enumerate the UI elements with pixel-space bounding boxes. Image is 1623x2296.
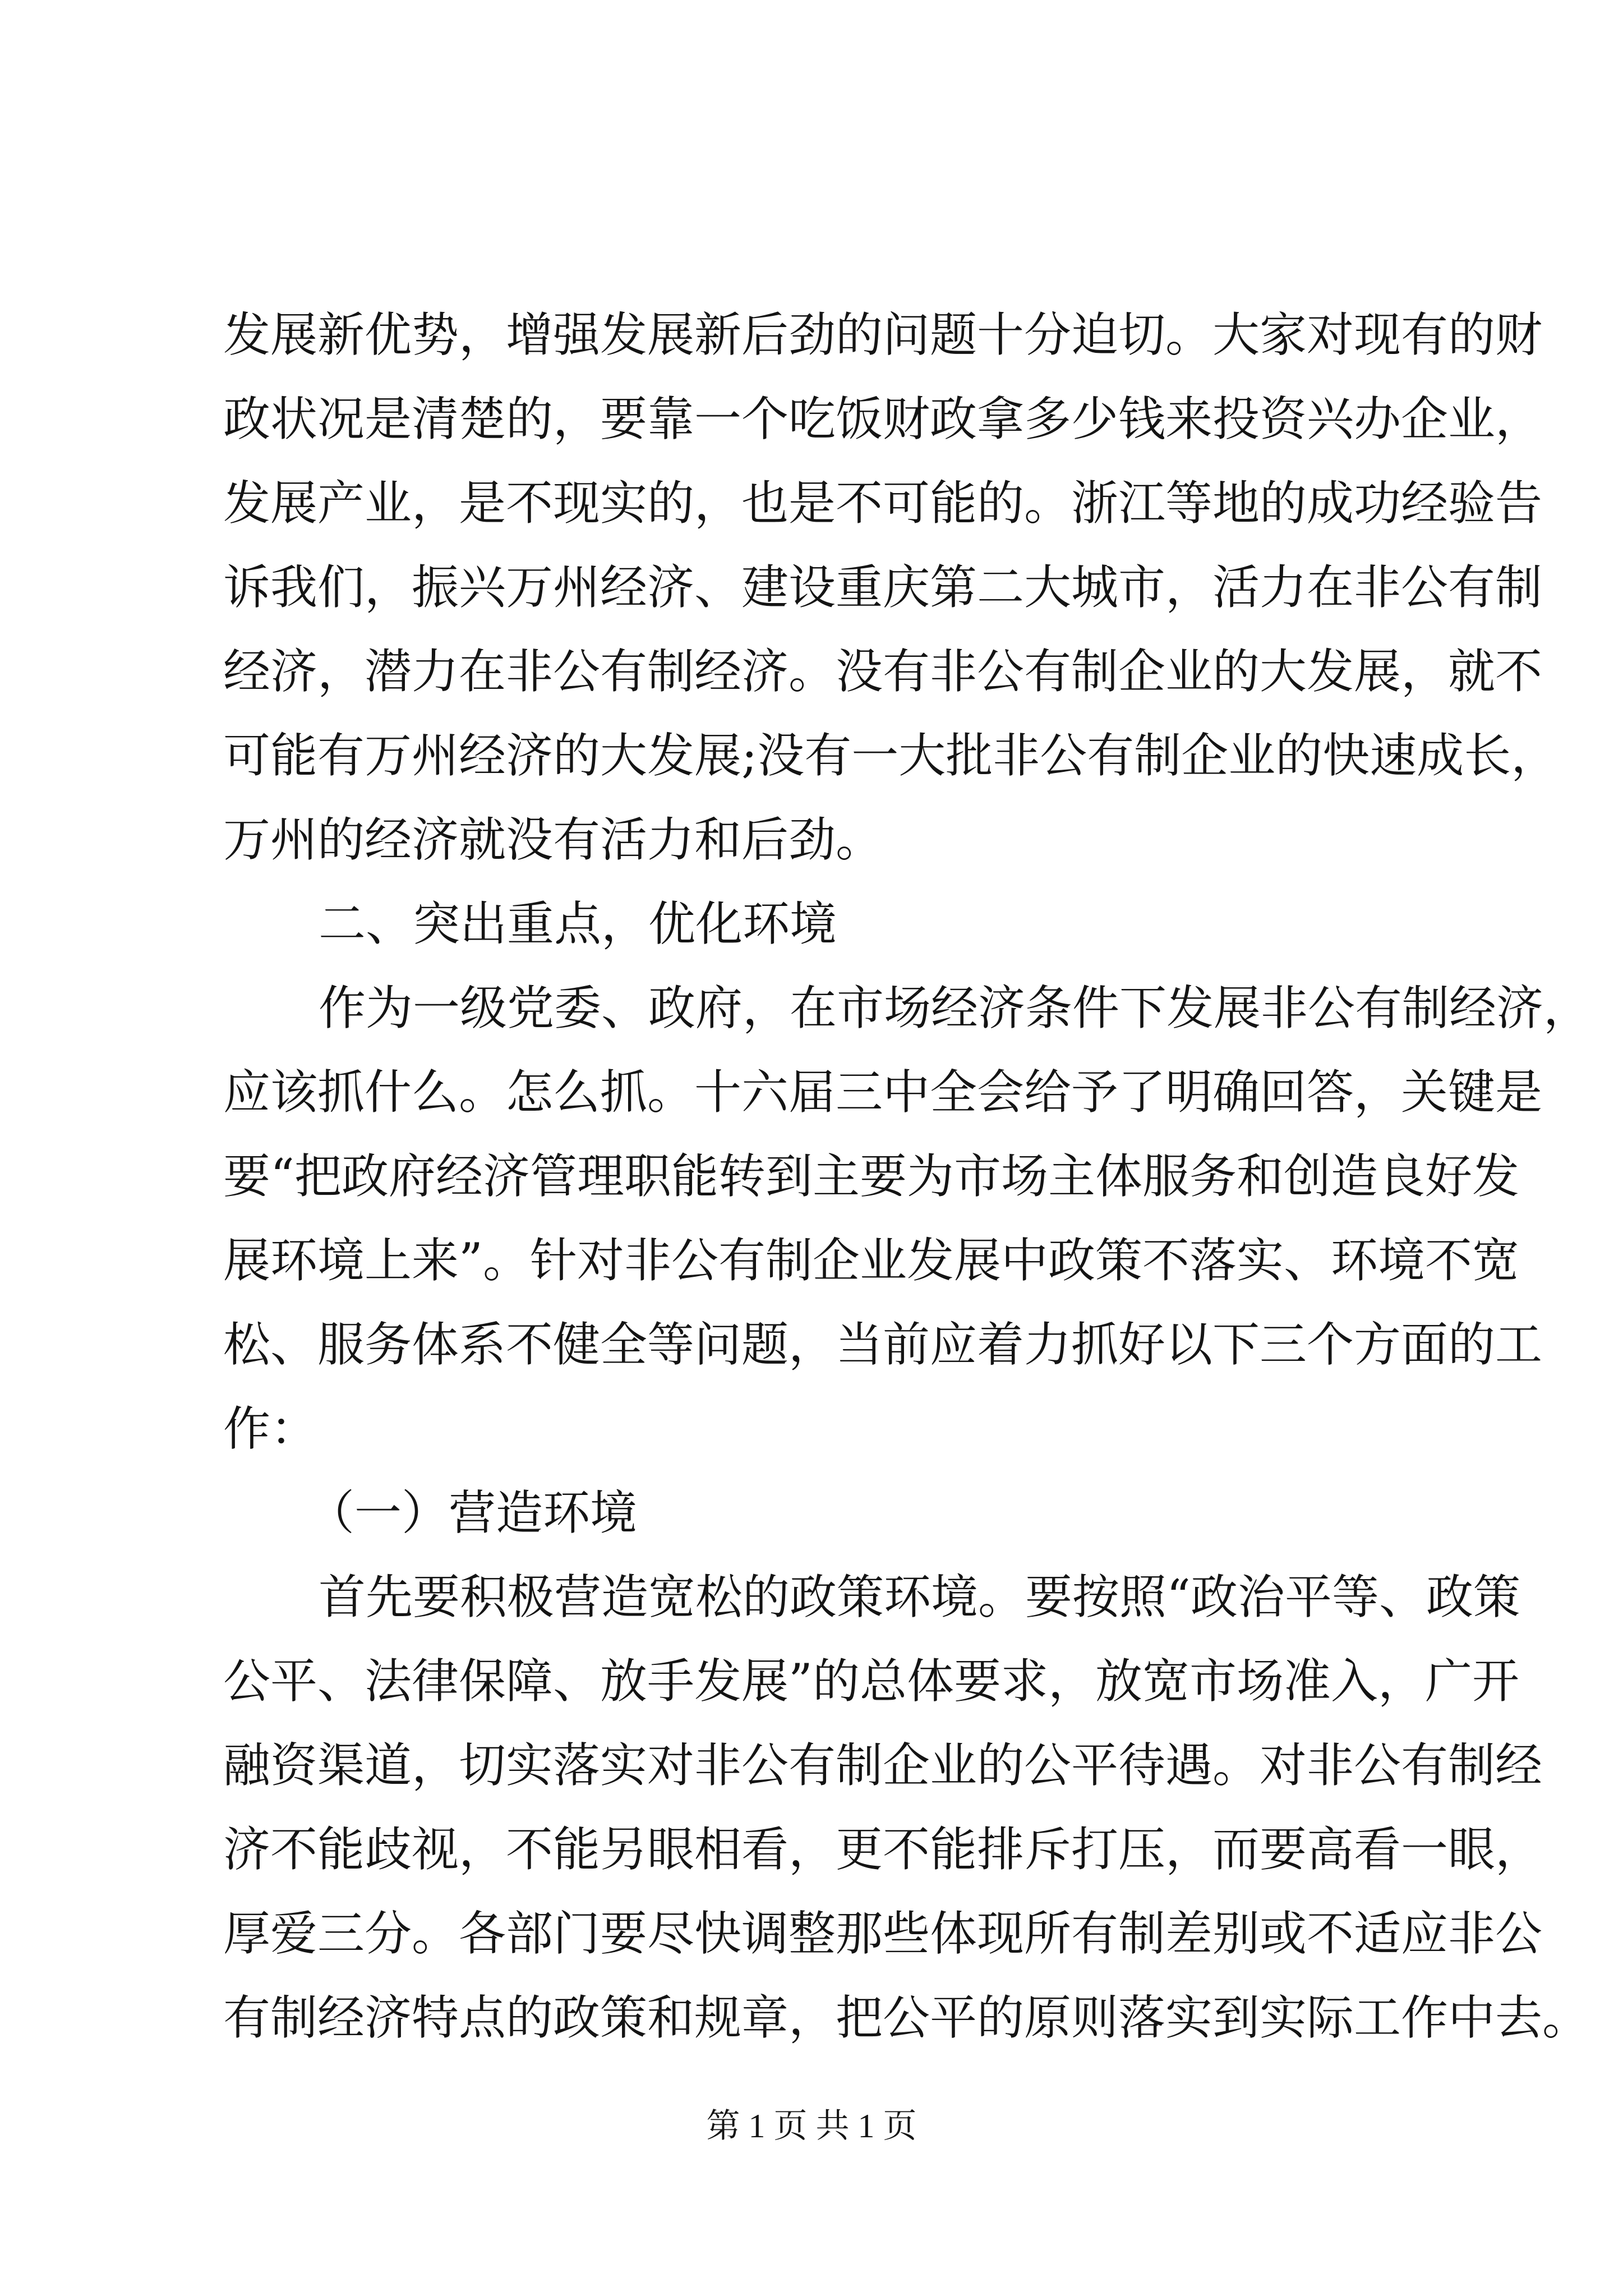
paragraph-line: 展环境上来”。针对非公有制企业发展中政策不落实、环境不宽 (223, 1233, 1519, 1288)
paragraph-line: 政状况是清楚的，要靠一个吃饭财政拿多少钱来投资兴办企业， (223, 392, 1543, 447)
paragraph-line: 发展产业，是不现实的，也是不可能的。浙江等地的成功经验告 (223, 476, 1543, 531)
paragraph-line: 要“把政府经济管理职能转到主要为市场主体服务和创造良好发 (223, 1149, 1519, 1204)
paragraph-line: 应该抓什么。怎么抓。十六届三中全会给予了明确回答，关键是 (223, 1065, 1543, 1120)
paragraph-line: 厚爱三分。各部门要尽快调整那些体现所有制差别或不适应非公 (223, 1906, 1543, 1961)
paragraph-line: 万州的经济就没有活力和后劲。 (223, 812, 883, 867)
paragraph-line: 作： (223, 1401, 318, 1456)
paragraph-line: 诉我们，振兴万州经济、建设重庆第二大城市，活力在非公有制 (223, 560, 1543, 615)
subsection-heading: （一）营造环境 (307, 1485, 638, 1540)
paragraph-line: 发展新优势，增强发展新后劲的问题十分迫切。大家对现有的财 (223, 307, 1543, 362)
paragraph-line: 作为一级党委、政府，在市场经济条件下发展非公有制经济， (319, 981, 1591, 1036)
paragraph-line: 公平、法律保障、放手发展”的总体要求，放宽市场准入，广开 (223, 1654, 1519, 1709)
page-number-footer: 第 1 页 共 1 页 (706, 2108, 917, 2145)
paragraph-line: 融资渠道，切实落实对非公有制企业的公平待遇。对非公有制经 (223, 1738, 1543, 1793)
paragraph-line: 松、服务体系不健全等问题，当前应着力抓好以下三个方面的工 (223, 1317, 1543, 1372)
section-heading: 二、突出重点，优化环境 (319, 896, 837, 951)
paragraph-line: 经济，潜力在非公有制经济。没有非公有制企业的大发展，就不 (223, 644, 1543, 699)
paragraph-line: 首先要积极营造宽松的政策环境。要按照“政治平等、政策 (319, 1570, 1520, 1625)
paragraph-line: 济不能歧视，不能另眼相看，更不能排斥打压，而要高看一眼， (223, 1822, 1543, 1877)
paragraph-line: 可能有万州经济的大发展;没有一大批非公有制企业的快速成长， (223, 728, 1559, 783)
paragraph-line: 有制经济特点的政策和规章，把公平的原则落实到实际工作中去。 (223, 1990, 1590, 2045)
